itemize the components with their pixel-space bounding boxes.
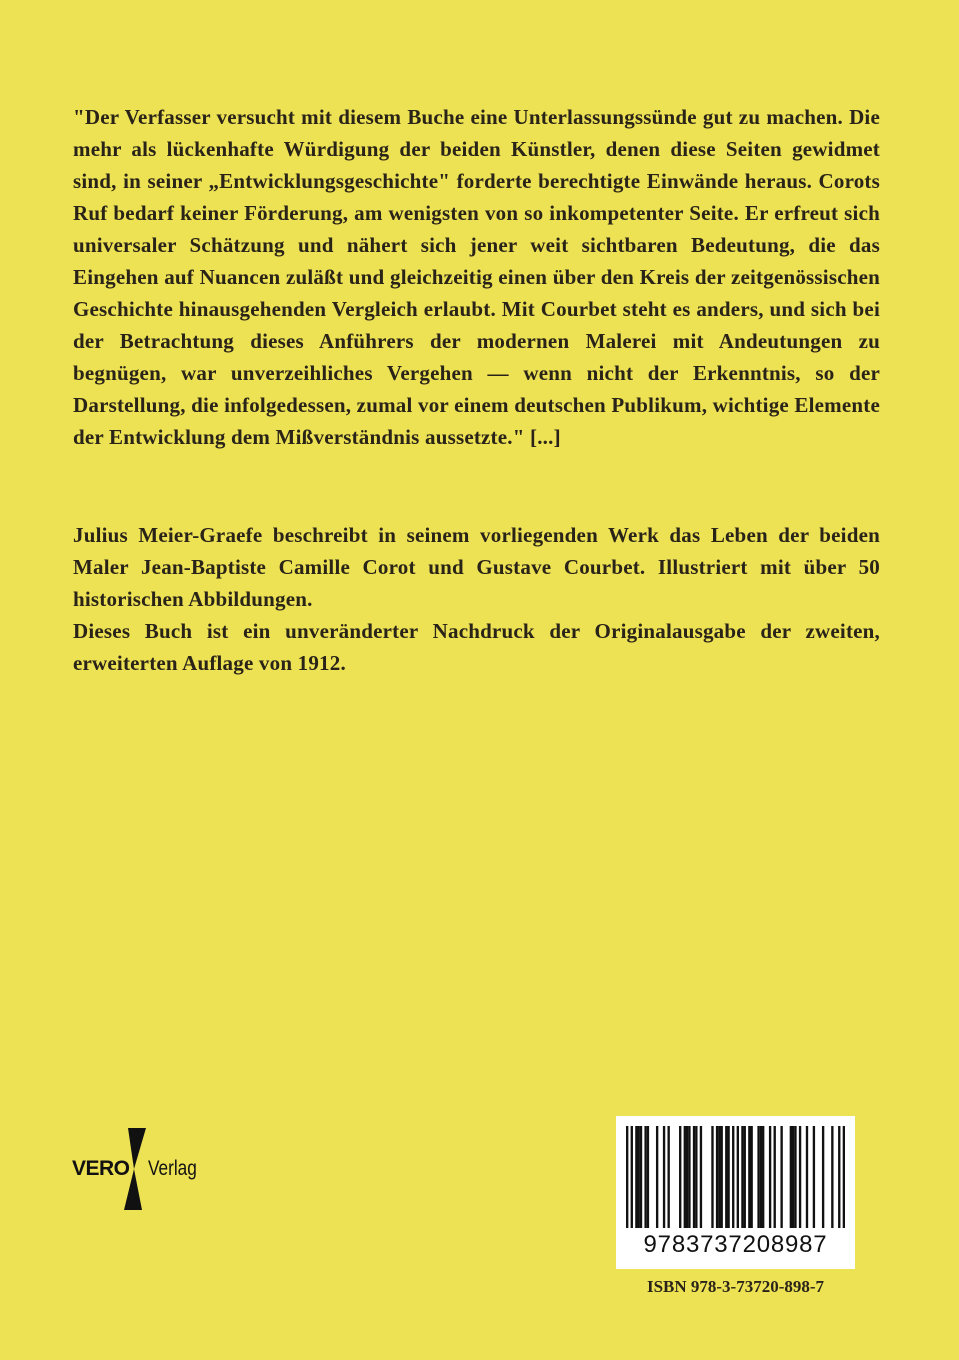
- barcode-bar: [813, 1126, 815, 1228]
- barcode-bar: [644, 1126, 646, 1228]
- book-description: [73, 519, 880, 679]
- barcode-bar: [757, 1126, 759, 1228]
- publisher-name-verlag: Verlag: [148, 1157, 197, 1180]
- blurb-quote: "Der Verfasser versucht mit diesem Buche eine Unterlassungssünde gut zu machen. Die mehr als lückenhafte Würdigung der beiden Künstler, denen diese Seiten gewidmet sind, in seiner „Entwicklungsgeschichte" forderte berechtigte Einwände heraus. Corots Ruf bedarf keiner Förderung, am wenigsten von so inkompetenter Seite. Er erfreut sich universaler Schätzung und nähert sich jener weit sichtbaren Bedeutung, die das Eingehen auf Nuancen zuläßt und gleichzeitig einen über den Kreis der zeitgenössischen Geschichte hinausgehenden Vergleich erlaubt. Mit Courbet steht es anders, und sich bei der Betrachtung dieses Anführers der modernen Malerei mit Andeutungen zu begnügen, war unverzeihliches Vergehen — wenn nicht der Erkenntnis, so der Darstellung, die infolgedessen, zumal vor einem deutschen Publikum, wichtige Elemente der Entwicklung dem Mißverständnis aussetzte." [...]: [73, 105, 880, 449]
- barcode-bar: [647, 1126, 649, 1228]
- publisher-logo: [72, 1128, 202, 1210]
- barcode-bar: [700, 1126, 702, 1228]
- barcode-bar: [688, 1126, 690, 1228]
- barcode-digits: 9783737208987: [643, 1231, 828, 1258]
- barcode-bar: [725, 1126, 727, 1228]
- barcode-bar: [762, 1126, 764, 1228]
- barcode-bar: [695, 1126, 697, 1228]
- barcode-bar: [686, 1126, 688, 1228]
- barcode-bar: [822, 1126, 824, 1228]
- barcode-bar: [843, 1126, 845, 1228]
- barcode-bar: [631, 1126, 633, 1228]
- description-paragraph: Julius Meier-Graefe beschreibt in seinem vorliegenden Werk das Leben der beiden Maler Jean-Baptiste Camille Corot und Gustave Courbet. Illustriert mit über 50 historischen Abbildungen.: [73, 523, 880, 611]
- barcode-bar: [732, 1126, 734, 1228]
- barcode-bar: [760, 1126, 762, 1228]
- barcode-bar: [693, 1126, 695, 1228]
- barcode-bar: [774, 1126, 776, 1228]
- barcode-bar: [806, 1126, 808, 1228]
- barcode-bar: [744, 1126, 746, 1228]
- barcode-bar: [794, 1126, 796, 1228]
- publisher-name-vero: VERO: [72, 1157, 130, 1180]
- isbn-number: ISBN 978-3-73720-898-7: [646, 1277, 825, 1296]
- barcode-bar: [727, 1126, 729, 1228]
- barcode-bar: [716, 1126, 718, 1228]
- barcode-bar: [750, 1126, 752, 1228]
- barcode-bar: [656, 1126, 658, 1228]
- reprint-note: Dieses Buch ist ein unveränderter Nachdruck der Originalausgabe der zweiten, erweiterten Auflage von 1912.: [73, 619, 880, 675]
- barcode-bar: [635, 1126, 637, 1228]
- barcode-bar: [718, 1126, 720, 1228]
- isbn-barcode: [616, 1116, 855, 1269]
- barcode-bar: [741, 1126, 743, 1228]
- barcode-bar: [667, 1126, 669, 1228]
- barcode-bar: [711, 1126, 713, 1228]
- barcode-bar: [790, 1126, 792, 1228]
- barcode-bar: [799, 1126, 801, 1228]
- barcode-bar: [838, 1126, 840, 1228]
- barcode-bar: [721, 1126, 723, 1228]
- barcode-bar: [748, 1126, 750, 1228]
- barcode-bar: [640, 1126, 642, 1228]
- barcode-bars: [626, 1126, 845, 1228]
- barcode-bar: [792, 1126, 794, 1228]
- barcode-bar: [831, 1126, 833, 1228]
- barcode-bar: [638, 1126, 640, 1228]
- barcode-bar: [679, 1126, 681, 1228]
- barcode-bar: [626, 1126, 628, 1228]
- barcode-bar: [780, 1126, 782, 1228]
- barcode-bar: [769, 1126, 771, 1228]
- barcode-bar: [737, 1126, 739, 1228]
- barcode-bar: [684, 1126, 686, 1228]
- barcode-bar: [663, 1126, 665, 1228]
